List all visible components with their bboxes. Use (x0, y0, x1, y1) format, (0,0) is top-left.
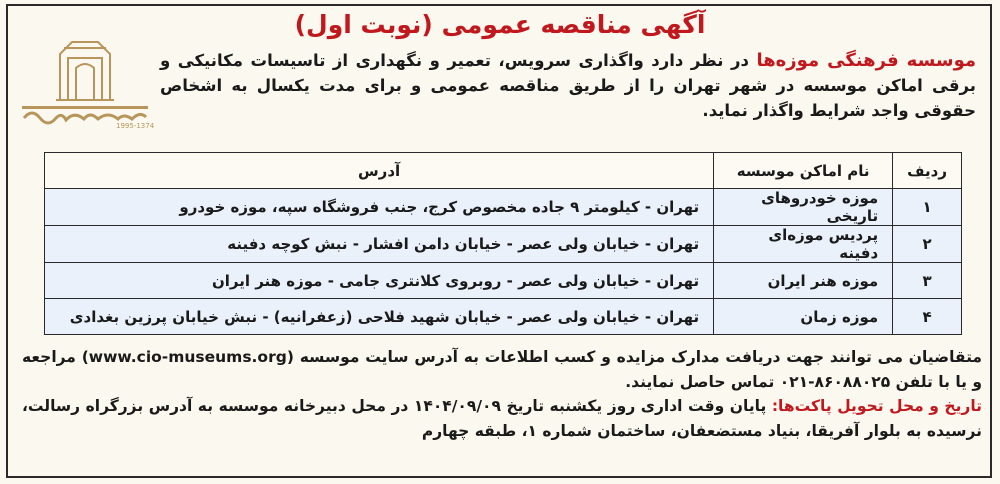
place-name: موزه خودروهای تاریخی (714, 189, 893, 226)
place-address: تهران - خیابان ولی عصر - خیابان شهید فلاحی (زعفرانیه) - نبش خیابان پرزین بغدادی (45, 299, 714, 335)
intro-text: در نظر دارد واگذاری سرویس، تعمیر و نگهداری از تاسیسات مکانیکی و برقی اماکن موسسه در شهر تهران را از طریق مناقصه عمومی و برای مدت یکسال به اشخاص حقوقی واجد شرایط واگذار نماید. (160, 51, 976, 120)
row-number: ۳ (893, 263, 962, 299)
delivery-text: پایان وقت اداری روز یکشنبه تاریخ ۱۴۰۴/۰۹/۰۹ در محل دبیرخانه موسسه به آدرس بزرگراه رسالت، نرسیده به بلوار آفریقا، بنیاد مستضعفان، ساختمان شماره ۱، طبقه چهارم (22, 397, 982, 440)
info-paragraph (22, 345, 982, 394)
table-row (45, 263, 962, 299)
place-name: موزه هنر ایران (714, 263, 893, 299)
header-row-number: ردیف (893, 153, 962, 189)
header-place-name: نام اماکن موسسه (714, 153, 893, 189)
place-address: تهران - خیابان ولی عصر - خیابان دامن افشار - نبش کوچه دفینه (45, 226, 714, 263)
notice-title: آگهی مناقصه عمومی (نوبت اول) (294, 10, 706, 39)
website-link[interactable]: (www.cio-museums.org) (81, 348, 294, 366)
header-address: آدرس (45, 153, 714, 189)
place-name: موزه زمان (714, 299, 893, 335)
organization-name: موسسه فرهنگی موزه‌ها (756, 50, 977, 71)
info-text-start: متقاضیان می توانند جهت دریافت مدارک مزایده و کسب اطلاعات به آدرس سایت موسسه (299, 348, 982, 366)
row-number: ۲ (893, 226, 962, 263)
table-row (45, 189, 962, 226)
delivery-paragraph (22, 394, 982, 443)
place-name: پردیس موزه‌ای دفینه (714, 226, 893, 263)
museum-logo-icon (20, 34, 155, 130)
info-text-end: مراجعه و یا با تلفن ۸۶۰۸۸۰۲۵-۰۲۱ تماس حاصل نمایند. (22, 348, 982, 391)
place-address: تهران - خیابان ولی عصر - روبروی کلانتری جامی - موزه هنر ایران (45, 263, 714, 299)
table-row (45, 226, 962, 263)
row-number: ۴ (893, 299, 962, 335)
footer-section (22, 345, 982, 443)
table-row (45, 299, 962, 335)
intro-paragraph (160, 48, 976, 123)
delivery-label: تاریخ و محل تحویل پاکت‌ها: (771, 397, 982, 415)
row-number: ۱ (893, 189, 962, 226)
logo-year: 1995-1374 (116, 122, 155, 130)
place-address: تهران - کیلومتر ۹ جاده مخصوص کرج، جنب فروشگاه سپه، موزه خودرو (45, 189, 714, 226)
places-table (44, 152, 962, 335)
table-header-row (45, 153, 962, 189)
